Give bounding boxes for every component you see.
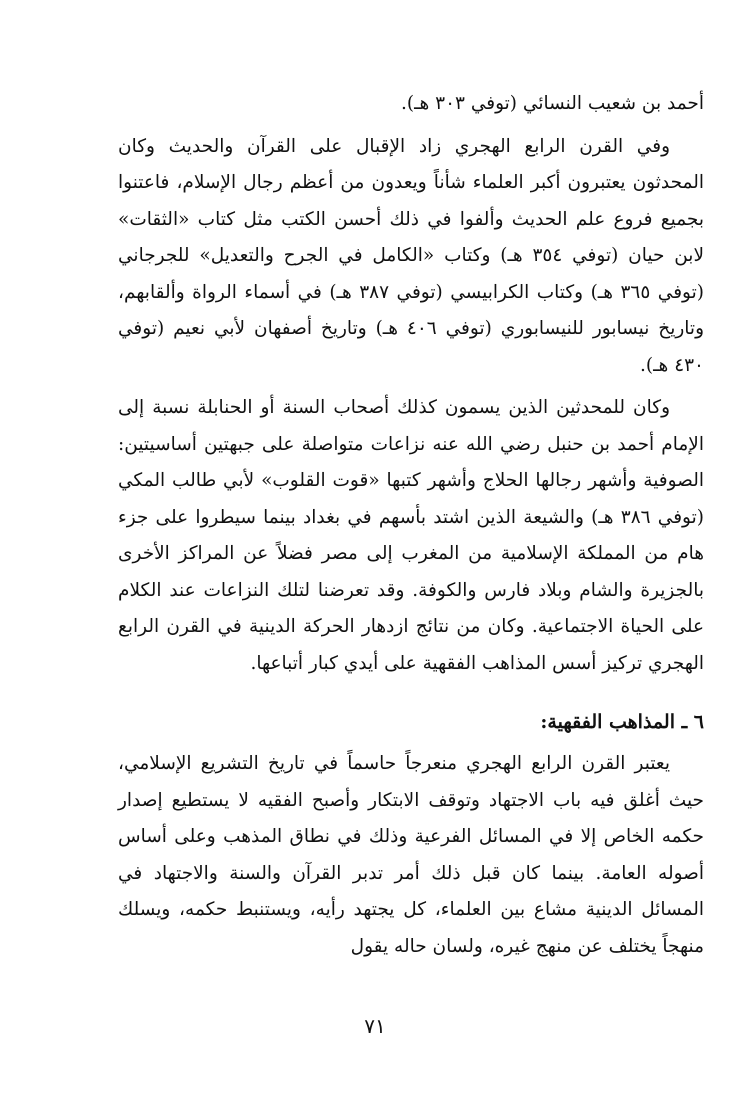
section-paragraph: يعتبر القرن الرابع الهجري منعرجاً حاسماً في تاريخ التشريع الإسلامي، حيث أغلق فيه باب الاجتهاد وتوقف الابتكار وأصبح الفقيه لا يستطيع إصدار حكمه الخاص إلا في المسائل الفرعية وذلك في نطاق المذهب وعلى أساس أصوله العامة. بينما كان قبل ذلك أمر تدبر القرآن والسنة والاجتهاد في المسائل الدينية مشاع بين العلماء، كل يجتهد رأيه، ويستنبط حكمه، ويسلك منهجاً يختلف عن منهج غيره، ولسان حاله يقول	[118, 753, 704, 957]
paragraph-1: وفي القرن الرابع الهجري زاد الإقبال على القرآن والحديث وكان المحدثون يعتبرون أكبر العلماء شأناً ويعدون من أعظم رجال الإسلام، فاعتنوا بجميع فروع علم الحديث وألفوا في ذلك أحسن الكتب مثل كتاب «الثقات» لابن حيان (توفي ٣٥٤ هـ) وكتاب «الكامل في الجرح والتعديل» للجرجاني (توفي ٣٦٥ هـ) وكتاب الكرابيسي (توفي ٣٨٧ هـ) في أسماء الرواة وألقابهم، وتاريخ نيسابور للنيسابوري (توفي ٤٠٦ هـ) وتاريخ أصفهان لأبي نعيم (توفي ٤٣٠ هـ).	[118, 135, 705, 376]
spacer	[118, 682, 704, 704]
paragraph-2: وكان للمحدثين الذين يسمون كذلك أصحاب السنة أو الحنابلة نسبة إلى الإمام أحمد بن حنبل رضي الله عنه نزاعات متواصلة على جبهتين أساسيتين: الصوفية وأشهر رجالها الحلاج وأشهر كتبها «قوت القلوب» لأبي طالب المكي (توفي ٣٨٦ هـ) والشيعة الذين اشتد بأسهم في بغداد بينما سيطروا على جزء هام من المملكة الإسلامية من المغرب إلى مصر فضلاً عن المراكز الأخرى بالجزيرة والشام وبلاد فارس والكوفة. وقد تعرضنا لتلك النزاعات عند الكلام على الحياة الاجتماعية. وكان من نتائج ازدهار الحركة الدينية في القرن الرابع الهجري تركيز أسس المذاهب الفقهية على أيدي كبار أتباعها.	[118, 397, 704, 674]
section-heading: ٦ ـ المذاهب الفقهية:	[540, 711, 704, 733]
page-body	[118, 86, 704, 965]
page-number: ٧١	[364, 1014, 386, 1038]
opening-line: أحمد بن شعيب النسائي (توفي ٣٠٣ هـ).	[400, 93, 704, 114]
